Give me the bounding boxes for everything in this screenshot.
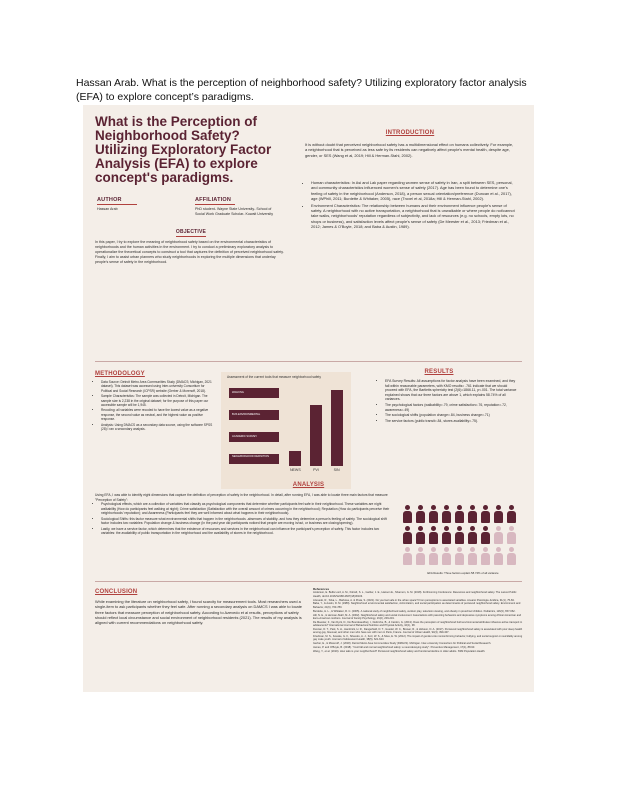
analysis-bullet-sociological: • Sociological Shifts: this factor measure what environmental shifts that happen in the neighborhoods -absences of stability- and how they determine a person's feeling of safety. The sociological shift factor includes two variables: Population change & business change (In the past year did participants noticed that people are moving in/out, or business are closing/opening).: [101, 517, 393, 526]
person-icon: [468, 526, 477, 544]
bar-pvi: [310, 405, 322, 466]
person-icon: [429, 526, 438, 544]
x-tick-label: PVI: [313, 468, 319, 472]
legend-neighborhood-definition: NEIGHBORHOOD DEFINITION: [229, 454, 279, 464]
results-bullet-service: • The service factors (public transit=.84, stores availability=.75).: [385, 419, 519, 424]
reference-item: Anderson, E. Bullis Lord, A. M., Kilcrell, S. L., Garber, J. E., Hanson E., Shannon, G. M. (2018). Forthcoming Conference: Resources and neighborhood safety. The Lancet Public Health, doi:10.1016/S2468-2667(18)30103.: [313, 591, 517, 598]
person-icon: [416, 505, 425, 523]
section-divider-top: [95, 361, 522, 362]
results-bullets: [379, 379, 519, 424]
methodology-bullet-recoding: • Recoding: all variables were recoded to have the lowest value as a negative response, the second value as neutral, and the highest value as positive response.: [101, 408, 215, 421]
methodology-block: [95, 371, 145, 377]
person-icon: [442, 526, 451, 544]
person-icon: [429, 505, 438, 523]
objective-text: In this paper, I try to explore the meaning of neighborhood safety based on the environmental characteristics of neighborhoods and the human activities in the environment. I try to conduct a preliminary exploratory analysis to operationalize the theoretical concepts to construct a tool that captures the definition of perceived neighborhood safety. Finally, I aim to assist urban planners who study neighborhoods in exploring the multiple dimensions that underlay people's sense of safety in the neighborhood.: [95, 240, 284, 264]
author-block: [97, 197, 157, 212]
references-block: [313, 587, 525, 654]
section-divider-bottom: [95, 581, 522, 582]
legend-academic-survey: ACADEMIC SURVEY: [229, 432, 279, 442]
reference-item: Baba, Y., & Austin, D. M. (1989). Neighborhood environmental satisfaction, victimization, and social participation as determinants of perceived neighborhood safety. Environment and Behavior, 21(6), 763-780.: [313, 602, 521, 609]
chart-x-axis: [285, 468, 347, 476]
references-list: [313, 591, 525, 653]
reference-item: Burdette, H. L., & Whitaker, R. C. (2005). A national study of neighborhood safety, outdoor play, television viewing, and obesity in preschool children. Pediatrics, 116(3), 657-662.: [313, 609, 516, 613]
person-icon: [494, 526, 503, 544]
author-divider: [97, 204, 137, 205]
methodology-bullet-analysis: • Analysis: Using DMACS as a secondary data source, using the software SPSS (28) I ran a secondary analysis.: [101, 423, 215, 432]
chart-panel: [221, 372, 351, 489]
affiliation-text: PhD student- Wayne State University- School of Social Work Graduate Scholar- Kuwait University: [195, 207, 274, 216]
reference-item: Friedman, M. S., Koeske, G. F., Silvestre, A. J., Korr, W. S., & Sites, E. W. (2012). The impact of gender-role nonconforming behavior, bullying, and social support on suicidality among gay male youth. Journal of Adolescent Health, 38(5), 621-623.: [313, 635, 523, 642]
analysis-bullet-psychological: • Psychological effects, which are a collection of variables that classify as psychological components that determine whether participants feel safe in their neighborhood. These variables are night walkability (How do participants feel walking at night); Crime satisfaction (Satisfaction with the overall amount of crimes occurring in the neighborhood); Reputation (How do participants perceive their neighborhoods' reputation); and Awareness (Participants feel they are well informed about what happens in their neighborhoods).: [101, 502, 393, 516]
reference-item: Hill, N. E., & Herman-Stahl, M. A. (2002). Neighborhood safety and social involvement: Associations with parenting behaviors and depressive symptoms among African American and Euro-American mothers. Journal of Family Psychology, 16(2), 209-219.: [313, 613, 522, 620]
reference-item: Wang, Y., et al. (2019). How safe is your neighborhood? Perceived neighborhood safety and functional decline in older adults. SSM Population Health.: [313, 650, 486, 654]
results-bullet-psychological: • The psychological factors (walkability=.79, crime satisfaction=.76, reputation=.72, awareness=.49): [385, 403, 519, 412]
person-icon: [507, 526, 516, 544]
conclusion-heading: CONCLUSION: [95, 589, 138, 595]
introduction-heading: INTRODUCTION: [385, 130, 435, 136]
results-heading: RESULTS: [424, 369, 454, 375]
person-icon: [481, 547, 490, 565]
person-icon: [455, 526, 464, 544]
objective-block: [95, 229, 287, 239]
person-icon: [494, 547, 503, 565]
person-icon: [403, 547, 412, 565]
introduction-block: [297, 130, 523, 136]
objective-divider: [176, 236, 206, 237]
results-block: [359, 369, 519, 375]
reference-item: Azevedo, R., Silva, L., Barbosa, A. & Prata, S. (2021). Do you feel safe in the urban space? From perceptions to associated variables. Anuario Psicologia Juridica, 31(1), 75-84.: [313, 598, 515, 602]
objective-heading: OBJECTIVE: [175, 229, 207, 235]
methodology-bullet-sample: • Sample Characteristics: The sample was collected in Detroit, Michigan. The sample size is 2,238 in the original dataset; for the purpose of this paper our accessible sample will be 1,945.: [101, 394, 215, 407]
legend-walking: WALKING: [229, 388, 279, 398]
author-heading: AUTHOR: [97, 197, 122, 203]
conclusion-text: While examining the literature on neighborhood safety, I found scarcity for measurement tools. Most researchers used a single-item to ask participants whether they feel safe. After running a secondary analysis on DAMCS I was able to locate three factors that measure perception of neighborhood safety. According to Azevedo et al results, perceptions of safety should reflect local circumstance and social environment of neighborhood residents (2021). The results of my analysis is aligned with current recommendations on neighborhood safety.: [95, 599, 302, 626]
references-heading: References: [313, 587, 330, 591]
methodology-heading: METHODOLOGY: [95, 371, 145, 377]
person-icon: [481, 526, 490, 544]
chart-legend: [229, 388, 289, 468]
reference-item: Gerber, E., & Morenoff, J. (2018). Detroit Metro Area Communities Study (DMACS). Michigan. Inter-university Consortium for Political and Social Research.: [313, 642, 492, 646]
person-icon: [416, 526, 425, 544]
person-icon: [507, 505, 516, 523]
results-bullet-efa: • EFA Survey Results: All assumptions for factor analysis have been examined, and they fall within reasonable parameters, with KMO results= .761 indicate that we should proceed with EFA, the Bartletts sphericity test (2(6)=1866.11, p<.001. The total variance explained shows that our three factors are above 1, which explains 58.74% of all variances.: [385, 379, 519, 402]
intro-bullet-human: • Human characteristics: In Asi and Lak paper regarding women sense of safety in Iran, a split between SES, personal, and community characteristics influenced women's sense of safety (2017). Age has been found to determine one's feeling of safety in the neighborhood (Anderson, 2018), a person sexual orientation/preference (Duncan et al., 2017), age (WPhill, 2011; Burdette & Whitaker, 2005), race (Troxel et al, 2018a; Hill & Herman-Stahl, 2002).: [311, 180, 515, 202]
reference-item: De Meester, F., Van Dyck, D., De Bourdeaudhuij, I., Deforche, B., & Cardon, G. (2013). Does the perception of neighborhood built environmental attributes influence active transport in adolescents? International Journal of Behavioral Nutrition and Physical Activity, 10(1), 38.: [313, 620, 523, 628]
intro-bullet-environment: • Environment Characteristics: The relationship between humans and their environment influence people's sense of safety. A neighborhood with no active transportation, a neighborhood that is unwalkable or where people do not/cannot take walks, neighborhoods' reputation regardless of subjectivity, and lack of resources (e.g. no schools, empty lots, no shops or business), and satisfaction levels affect people's sense of safety (De Meester et al., 2013; Friedman et al., 2012; James & O'Boyle, 2018; and Baba & Austin, 1989).: [311, 203, 515, 230]
legend-bus-environmental: BUS ENVIRONMENTAL: [229, 410, 279, 420]
analysis-intro: Using EFA, I was able to identify eight dimensions that capture the definition of perception of safety in the neighborhood. In detail, after running EFA, I was able to locate three main factors that measure "Perception of Safety":: [95, 493, 388, 502]
person-icon: [468, 505, 477, 523]
bar-sin: [331, 390, 343, 466]
people-pictogram: [403, 505, 523, 569]
x-tick-label: SIN: [333, 468, 340, 472]
chart-title: Assessment of the current tools that measure neighborhood safety: [227, 375, 321, 379]
people-caption: EFA Results: Three factors explain 58.74% of all variance: [427, 571, 499, 575]
introduction-bullets: [305, 180, 515, 231]
analysis-bullet-service: • Lastly, we have a service factor, which determines that the existence of resources and services in the neighborhood can influence the participant's perception of safety. This factor includes two variables: the availability of public transportation in the neighborhood and the availability of stores in the neighborhood.: [101, 527, 393, 536]
person-icon: [403, 526, 412, 544]
person-icon: [455, 505, 464, 523]
person-icon: [442, 547, 451, 565]
affiliation-block: [195, 197, 280, 217]
methodology-bullets: [95, 380, 215, 432]
person-icon: [481, 505, 490, 523]
person-icon: [507, 547, 516, 565]
affiliation-heading: AFFILIATION: [195, 197, 232, 203]
person-icon: [442, 505, 451, 523]
analysis-heading: ANALYSIS: [292, 482, 325, 488]
bar-news: [289, 451, 301, 466]
conclusion-block: [95, 589, 137, 595]
person-icon: [455, 547, 464, 565]
x-tick-label: NEWS: [289, 468, 301, 472]
results-bullet-sociological: • The sociological shifts (population change=.84, business change=.71): [385, 413, 519, 418]
person-icon: [468, 547, 477, 565]
introduction-text: It is without doubt that perceived neighborhood safety has a multidimensional effect on humans collectively. For example, a neighborhood that is perceived as less safe by its residents can negatively affect people's mental health, despite age, gender, or SES (Wang et al, 2019; Hill & Herman-Stahl, 2002).: [305, 142, 514, 158]
methodology-bullet-data-source: • Data Source: Detroit Metro Area Communities Study (DMACS; Michigan, 2021 dataset). This dataset was accessed using Inter-university Consortium for Political and Social Research (ICPSR) website (Gerber & Morenoff, 2018).: [101, 380, 215, 393]
analysis-text: [95, 493, 393, 537]
affiliation-divider: [195, 204, 235, 205]
poster-title: What is the Perception of Neighborhood Safety? Utilizing Exploratory Factor Analysis (EFA) to explore concept's paradigms.: [95, 114, 272, 185]
person-icon: [403, 505, 412, 523]
person-icon: [416, 547, 425, 565]
person-icon: [429, 547, 438, 565]
chart-plot-area: [285, 386, 347, 466]
document-caption: Hassan Arab. What is the perception of neighborhood safety? Utilizing exploratory factor analysis (EFA) to explore concept’s paradigms.: [76, 77, 527, 103]
person-icon: [494, 505, 503, 523]
author-name: Hassan Arab: [97, 207, 118, 211]
analysis-block: [95, 482, 522, 488]
research-poster: [83, 105, 534, 692]
reference-item: Duncan, D. T., Park, S. H., Hambrick, H. R., Dangerfield, D. T., Goedel, W. C., Brewer, R., & Hickson, D. A. (2017). Perceived neighborhood safety is associated with poor sleep health among gay, bisexual, and other men who have sex with men in Paris, France. Journal of Urban Health, 94(3), 399-407.: [313, 627, 523, 635]
reference-item: James, P. and O'Boyle, B. (2018). "Cool fall and normal neighborhood safety: a neurodecaying study". Preventive Management, 17(1), 88-93.: [313, 646, 476, 650]
